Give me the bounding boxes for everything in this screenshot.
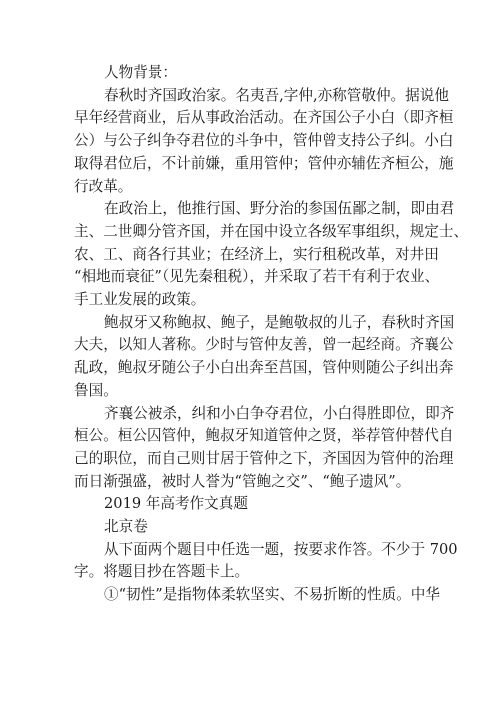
friendship-paragraph xyxy=(74,403,455,494)
text-line: 行改革。 xyxy=(74,177,133,195)
guan-zhong-bio-paragraph xyxy=(74,85,454,199)
exam-title-heading xyxy=(74,493,432,516)
text-line: 农、工、商各行其业；在经济上，实行租税改革，对井田 xyxy=(74,245,439,263)
section-heading: 北京卷 xyxy=(104,518,148,536)
text-line: 主、二世卿分管齐国，并在国中设立各级军事组织，规定士、 xyxy=(74,222,469,240)
text-line: 鲍叔牙又称鲍叔、鲍子，是鲍敬叔的儿子，春秋时齐国 xyxy=(104,313,455,331)
text-line: 大夫，以知人著称。少时与管仲友善，曾一起经商。齐襄公 xyxy=(74,336,454,354)
bao-shuya-paragraph xyxy=(74,312,455,403)
text-line: 在政治上，他推行国、野分治的参国伍鄙之制，即由君 xyxy=(104,200,455,218)
text-line: 乱政，鲍叔牙随公子小白出奔至莒国，管仲则随公子纠出奔 xyxy=(74,359,454,377)
text-line: 齐襄公被杀，纠和小白争夺君位，小白得胜即位，即齐 xyxy=(104,404,455,422)
text-line: 桓公。桓公囚管仲，鲍叔牙知道管仲之贤，举荐管仲替代自 xyxy=(74,427,454,445)
text-line: 字。将题目抄在答题卡上。 xyxy=(74,563,250,581)
policy-paragraph xyxy=(74,198,469,312)
text-line: 从下面两个题目中任选一题，按要求作答。不少于 700 xyxy=(104,540,458,558)
text-line: 公）与公子纠争夺君位的斗争中，管仲曾支持公子纠。小白 xyxy=(74,132,454,150)
text-line: 而日渐强盛，被时人誉为“管鲍之交”、“鲍子遗风”。 xyxy=(74,472,411,490)
prompt-one-paragraph xyxy=(74,584,440,607)
text-line: 早年经营商业，后从事政治活动。在齐国公子小白（即齐桓 xyxy=(74,109,454,127)
text-line: 取得君位后，不计前嫌，重用管仲；管仲亦辅佐齐桓公，施 xyxy=(74,154,454,172)
text-line: 手工业发展的政策。 xyxy=(74,291,206,309)
background-label-paragraph xyxy=(74,62,432,85)
text-line: ①“韧性”是指物体柔软坚实、不易折断的性质。中华 xyxy=(104,586,440,604)
section-heading: 2019 年高考作文真题 xyxy=(104,495,248,513)
text-line: “相地而衰征”（见先秦租税），并采取了若干有利于农业、 xyxy=(74,268,440,286)
text-line: 春秋时齐国政治家。名夷吾,字仲,亦称管敬仲。据说他 xyxy=(104,86,449,104)
text-line: 鲁国。 xyxy=(74,381,118,399)
text-line: 己的职位，而自己则甘居于管仲之下，齐国因为管仲的治理 xyxy=(74,449,454,467)
region-heading xyxy=(74,516,432,539)
instructions-paragraph xyxy=(74,539,458,584)
text-line: 人物背景： xyxy=(104,64,177,81)
